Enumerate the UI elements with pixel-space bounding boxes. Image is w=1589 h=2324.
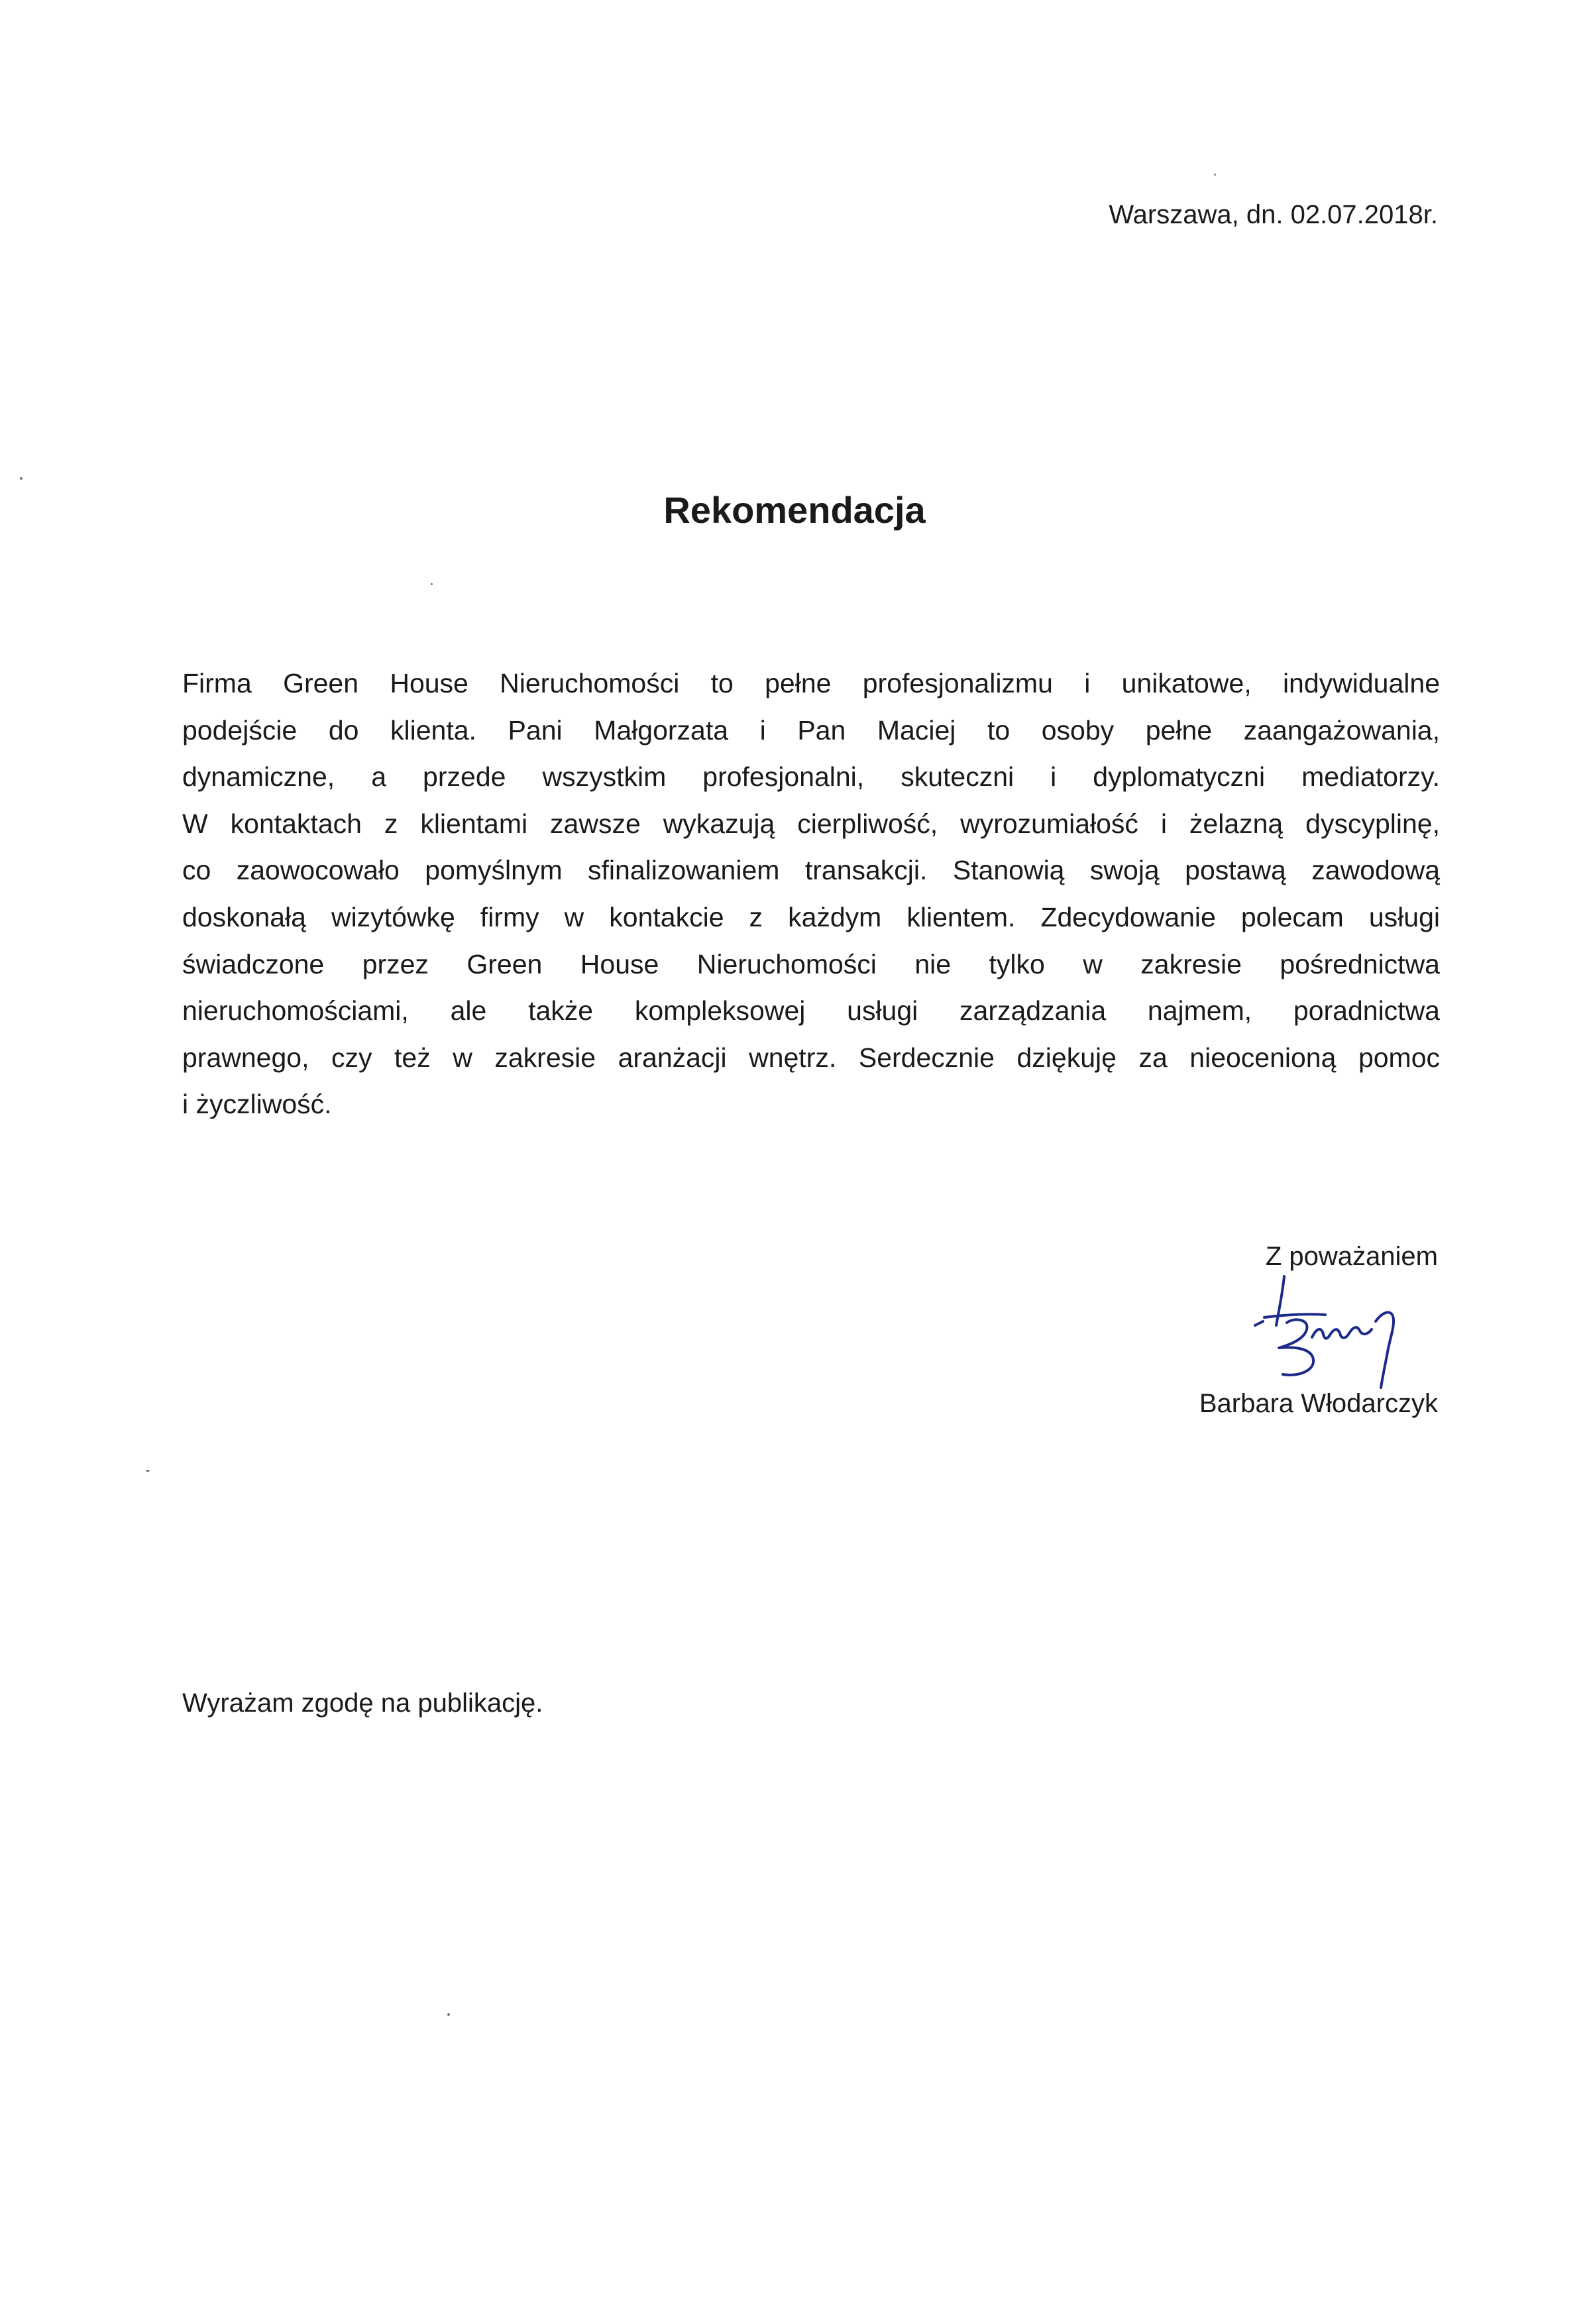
scan-speck	[146, 1470, 150, 1472]
scan-speck	[447, 2013, 450, 2016]
body-line: dynamiczne, a przede wszystkim profesjonalni, skuteczni i dyplomatyczni mediatorzy.	[182, 761, 1440, 793]
letter-title: Rekomendacja	[663, 489, 926, 531]
scan-speck	[1214, 174, 1216, 176]
body-line: W kontaktach z klientami zawsze wykazują cierpliwość, wyrozumiałość i żelazną dyscyplinę,	[182, 808, 1440, 839]
body-line: co zaowocowało pomyślnym sfinalizowaniem transakcji. Stanowią swoją postawą zawodową	[182, 855, 1440, 886]
body-line: świadczone przez Green House Nieruchomości nie tylko w zakresie pośrednictwa	[182, 948, 1440, 979]
body-line: doskonałą wizytówkę firmy w kontakcie z każdym klientem. Zdecydowanie polecam usługi	[182, 901, 1440, 932]
body-line: prawnego, czy też w zakresie aranżacji wnętrz. Serdecznie dziękuję za nieocenioną pomoc	[182, 1042, 1440, 1073]
handwritten-signature-icon	[1246, 1271, 1445, 1397]
scan-speck	[20, 477, 23, 480]
body-line: podejście do klienta. Pani Małgorzata i Pan Maciej to osoby pełne zaangażowania,	[182, 714, 1440, 746]
signer-name: Barbara Włodarczyk	[1199, 1389, 1438, 1418]
publication-consent: Wyrażam zgodę na publikację.	[182, 1688, 543, 1718]
scan-speck	[431, 583, 433, 585]
closing-phrase: Z poważaniem	[1265, 1242, 1438, 1271]
body-line: i życzliwość.	[182, 1089, 332, 1120]
letter-body	[182, 660, 1440, 1128]
body-line: Firma Green House Nieruchomości to pełne profesjonalizmu i unikatowe, indywidualne	[182, 668, 1440, 698]
body-line: nieruchomościami, ale także kompleksowej usługi zarządzania najmem, poradnictwa	[182, 995, 1440, 1026]
letter-date: Warszawa, dn. 02.07.2018r.	[1109, 200, 1438, 229]
